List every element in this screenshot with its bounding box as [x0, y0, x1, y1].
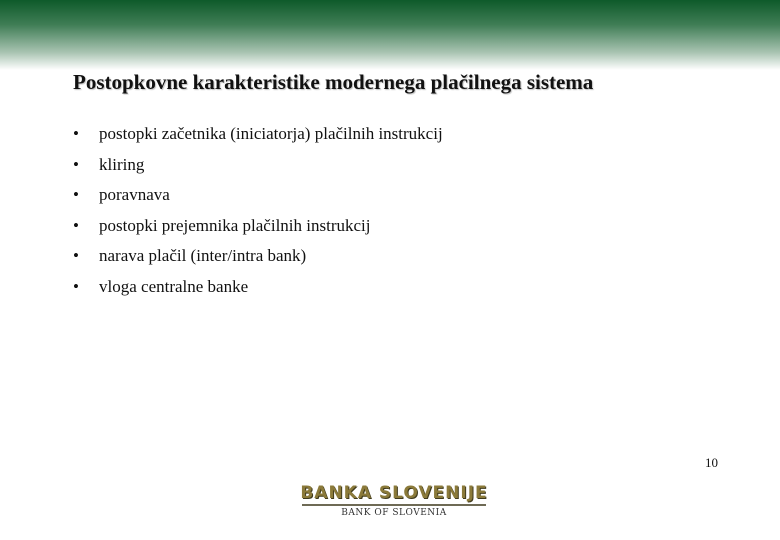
- bullet-list: [73, 124, 443, 307]
- bullet-dot-icon: •: [73, 215, 79, 235]
- bullet-item: [73, 216, 443, 247]
- logo-subtitle: BANK OF SLOVENIA: [341, 508, 447, 518]
- bullet-dot-icon: •: [73, 246, 79, 265]
- bullet-text: poravnava: [99, 185, 170, 204]
- bullet-text: narava plačil (inter/intra bank): [99, 246, 307, 265]
- bullet-dot-icon: •: [73, 154, 79, 174]
- banka-slovenije-logo: [298, 483, 490, 518]
- logo-name: BANKA SLOVENIJE: [300, 483, 488, 503]
- bullet-text: vloga centralne banke: [99, 276, 249, 296]
- bullet-item: [73, 124, 443, 155]
- bullet-text: postopki prejemnika plačilnih instrukcij: [99, 215, 371, 235]
- bullet-dot-icon: •: [73, 185, 79, 204]
- bullet-dot-icon: •: [73, 276, 79, 296]
- bullet-text: postopki začetnika (iniciatorja) plačilnih instrukcij: [99, 124, 443, 143]
- bullet-item: [73, 185, 443, 216]
- logo-divider: [302, 504, 486, 506]
- page-number: 10: [705, 455, 718, 470]
- bullet-item: [73, 246, 443, 277]
- bullet-item: [73, 155, 443, 186]
- bullet-text: kliring: [99, 154, 145, 174]
- header-gradient-band: [0, 0, 780, 70]
- slide-title: Postopkovne karakteristike modernega plačilnega sistema: [73, 70, 594, 94]
- bullet-item: [73, 277, 443, 308]
- bullet-dot-icon: •: [73, 124, 79, 143]
